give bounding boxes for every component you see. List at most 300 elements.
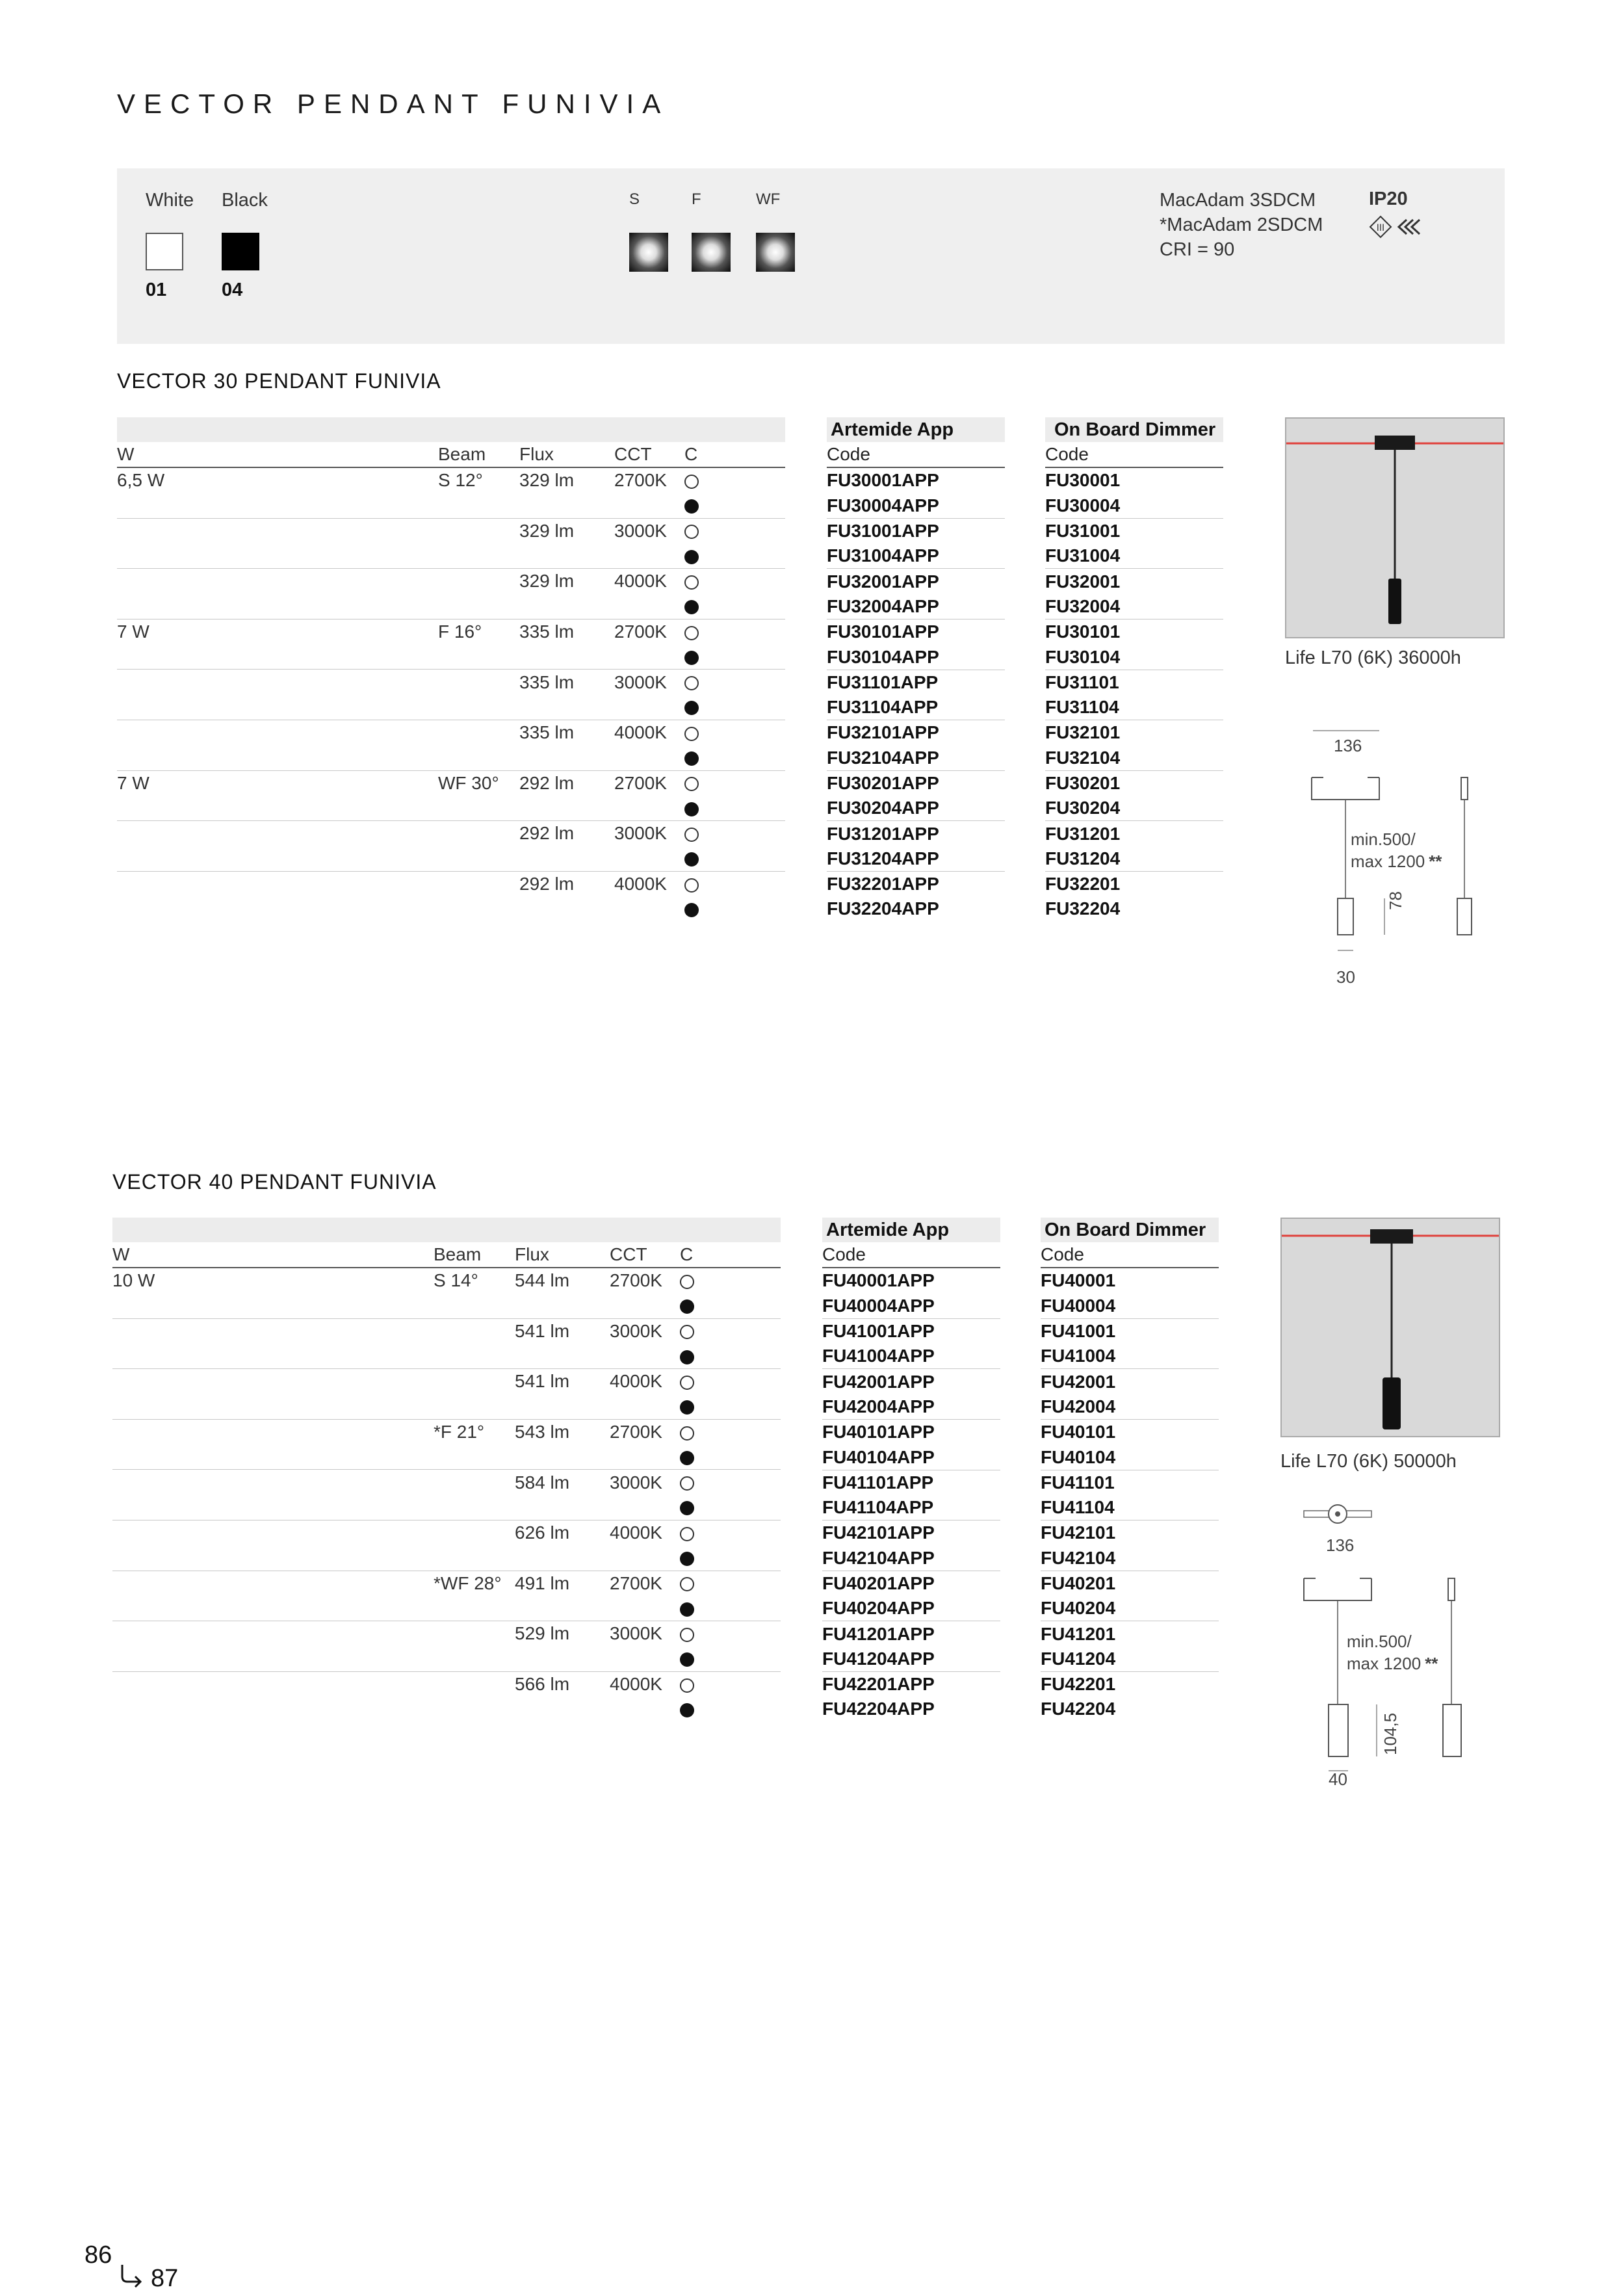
cell-flux: 292 lm — [519, 823, 575, 844]
app-code: FU42004APP — [822, 1394, 1000, 1420]
cell-w: 10 W — [112, 1270, 155, 1291]
spec-row — [117, 594, 785, 619]
cell-beam — [434, 1318, 515, 1344]
app-code: FU41001APP — [822, 1321, 935, 1342]
white-finish-dot-icon — [680, 1275, 694, 1289]
dimmer-code: FU30004 — [1045, 493, 1223, 519]
cell-flux — [519, 493, 614, 518]
cell-c — [680, 1596, 781, 1621]
app-code: FU30101APP — [827, 621, 939, 642]
next-page-arrow-icon[interactable] — [118, 2263, 144, 2289]
app-code: FU40004APP — [822, 1294, 1000, 1319]
code-row — [827, 872, 1005, 897]
spec-table-vector-40 — [112, 1242, 781, 1721]
col-header-w: W — [117, 442, 438, 467]
dimmable-icon — [1399, 220, 1420, 234]
dimmer-code: FU32204 — [1045, 898, 1121, 919]
cell-c — [684, 821, 785, 846]
dimmer-code: FU42201 — [1041, 1674, 1116, 1695]
cell-beam — [438, 896, 519, 921]
cell-beam: WF 30° — [438, 772, 499, 793]
cell-w — [117, 644, 438, 670]
code-row — [1041, 1420, 1219, 1445]
cell-c — [680, 1470, 781, 1495]
spec-row — [117, 644, 785, 670]
cell-c — [684, 720, 785, 745]
app-code: FU32104APP — [827, 746, 1005, 771]
code-row — [822, 1344, 1000, 1369]
cell-w — [117, 543, 438, 569]
cell-w — [112, 1369, 434, 1394]
code-row — [822, 1470, 1000, 1495]
code-row — [827, 746, 1005, 771]
code-row — [1045, 620, 1223, 645]
cell-c — [684, 467, 785, 493]
cell-c — [680, 1318, 781, 1344]
col-header-flux: Flux — [519, 442, 614, 467]
code-row — [827, 620, 1005, 645]
dim-width-vector-30: 136 — [1334, 736, 1362, 755]
cell-cct: 4000K — [614, 571, 667, 592]
cell-c — [680, 1520, 781, 1545]
cell-cct — [610, 1444, 680, 1470]
cell-beam — [438, 695, 519, 720]
cell-c — [684, 670, 785, 695]
cell-cct: 2700K — [610, 1421, 662, 1442]
cell-c — [684, 569, 785, 594]
dimmer-code: FU41104 — [1041, 1495, 1219, 1520]
cell-cct: 3000K — [614, 823, 667, 844]
code-row — [827, 695, 1005, 720]
cell-cct — [610, 1394, 680, 1419]
code-row — [1045, 821, 1223, 846]
app-code: FU41104APP — [822, 1495, 1000, 1520]
dimmer-code: FU32104 — [1045, 746, 1223, 771]
code-row — [1045, 493, 1223, 519]
cell-flux — [515, 1545, 610, 1571]
cell-w — [117, 518, 438, 543]
cell-beam — [434, 1293, 515, 1318]
code-row — [827, 467, 1005, 493]
spec-cri: CRI = 90 — [1160, 239, 1235, 260]
black-finish-dot-icon — [680, 1400, 694, 1415]
cell-w — [117, 594, 438, 619]
cell-w — [117, 896, 438, 921]
spec-row — [117, 770, 785, 796]
finish-code-black: 04 — [222, 280, 243, 300]
cell-flux — [515, 1394, 610, 1419]
code-row — [822, 1596, 1000, 1621]
cell-c — [680, 1394, 781, 1419]
cell-c — [684, 745, 785, 770]
finish-label-black: Black — [222, 190, 268, 211]
app-code: FU31101APP — [827, 672, 939, 692]
cell-beam: F 16° — [438, 621, 482, 642]
dim-diameter-vector-40: 40 — [1329, 1769, 1347, 1789]
cell-beam — [434, 1596, 515, 1621]
beam-icon-flood — [692, 233, 731, 272]
cell-w: 7 W — [117, 621, 149, 642]
cell-beam — [438, 720, 519, 745]
beam-icon-wide-flood — [756, 233, 795, 272]
col-header-c: C — [684, 442, 785, 467]
app-code: FU32204APP — [827, 898, 939, 919]
cell-w — [117, 695, 438, 720]
spec-row — [112, 1394, 781, 1419]
spec-row — [117, 518, 785, 543]
cell-beam — [438, 821, 519, 846]
code-row — [822, 1444, 1000, 1470]
app-code: FU31201APP — [827, 823, 939, 844]
spec-row — [112, 1344, 781, 1369]
cell-beam — [434, 1394, 515, 1419]
cell-flux: 335 lm — [519, 722, 575, 743]
dimmer-code: FU42001 — [1041, 1371, 1116, 1392]
app-code: FU30201APP — [827, 773, 939, 793]
cell-c — [684, 619, 785, 644]
cell-flux: 491 lm — [515, 1572, 570, 1593]
code-row — [1041, 1546, 1219, 1571]
page-title: VECTOR PENDANT FUNIVIA — [117, 88, 669, 119]
col-header-cct: CCT — [610, 1242, 680, 1268]
cell-cct — [610, 1545, 680, 1571]
code-row — [1041, 1394, 1219, 1420]
beam-label-s: S — [629, 190, 640, 208]
code-row — [1041, 1268, 1219, 1293]
spec-row — [112, 1571, 781, 1596]
header-artemide-app: Artemide App — [822, 1218, 1000, 1242]
white-finish-dot-icon — [684, 475, 699, 489]
code-row — [822, 1420, 1000, 1445]
code-row — [827, 770, 1005, 796]
header-on-board-dimmer: On Board Dimmer — [1045, 417, 1223, 442]
section-title-vector-40: VECTOR 40 PENDANT FUNIVIA — [112, 1170, 437, 1194]
cell-w — [112, 1344, 434, 1369]
cell-c — [680, 1369, 781, 1394]
cell-flux: 626 lm — [515, 1522, 570, 1543]
cell-beam — [438, 871, 519, 896]
dim-diameter-vector-30: 30 — [1336, 967, 1355, 987]
cell-flux — [519, 896, 614, 921]
spec-row — [112, 1697, 781, 1721]
app-code: FU42001APP — [822, 1371, 935, 1392]
finish-code-white: 01 — [146, 280, 167, 300]
cell-w: 7 W — [117, 772, 149, 793]
spec-table-header-bar — [112, 1218, 781, 1242]
dimmer-code: FU31004 — [1045, 543, 1223, 569]
black-finish-dot-icon — [684, 751, 699, 766]
code-row — [827, 569, 1005, 594]
page-number: 86 — [84, 2241, 112, 2269]
code-row — [1041, 1294, 1219, 1319]
black-finish-dot-icon — [680, 1350, 694, 1364]
cell-cct — [614, 896, 684, 921]
black-finish-dot-icon — [680, 1602, 694, 1617]
cell-cct — [614, 543, 684, 569]
cell-c — [680, 1545, 781, 1571]
code-row — [827, 846, 1005, 872]
cell-w — [112, 1495, 434, 1520]
black-finish-dot-icon — [680, 1703, 694, 1717]
black-finish-dot-icon — [680, 1552, 694, 1566]
dimmer-code: FU41204 — [1041, 1647, 1219, 1672]
beam-label-wf: WF — [756, 190, 781, 208]
cell-c — [680, 1671, 781, 1697]
dimmer-code: FU42204 — [1041, 1699, 1116, 1719]
dimmer-code: FU40104 — [1041, 1444, 1219, 1470]
cell-flux: 541 lm — [515, 1320, 570, 1341]
cell-beam — [438, 745, 519, 770]
cell-beam: S 14° — [434, 1270, 478, 1291]
code-row — [1041, 1571, 1219, 1596]
cell-w — [112, 1394, 434, 1419]
code-row — [822, 1294, 1000, 1319]
col-header-c: C — [680, 1242, 781, 1268]
code-row — [1045, 720, 1223, 746]
cell-c — [680, 1697, 781, 1721]
finish-label-white: White — [146, 190, 194, 211]
dimmer-code: FU40004 — [1041, 1294, 1219, 1319]
white-finish-dot-icon — [680, 1325, 694, 1339]
cell-flux — [519, 695, 614, 720]
code-row — [1045, 872, 1223, 897]
cell-w — [117, 569, 438, 594]
cell-cct — [614, 745, 684, 770]
cell-flux: 335 lm — [519, 672, 575, 692]
cell-beam — [434, 1344, 515, 1369]
cell-c — [684, 896, 785, 921]
code-row — [1045, 896, 1223, 921]
col-header-beam: Beam — [434, 1242, 515, 1268]
dimmer-code: FU40201 — [1041, 1573, 1116, 1593]
white-finish-dot-icon — [680, 1678, 694, 1693]
cell-w — [117, 720, 438, 745]
code-row — [1041, 1647, 1219, 1672]
cell-flux: 329 lm — [519, 470, 575, 491]
spec-row — [112, 1596, 781, 1621]
spec-row — [117, 821, 785, 846]
cell-beam — [438, 796, 519, 821]
dimmer-code: FU41001 — [1041, 1321, 1116, 1342]
code-row — [827, 594, 1005, 620]
cell-w — [112, 1520, 434, 1545]
cell-beam — [438, 670, 519, 695]
app-code: FU41101APP — [822, 1472, 934, 1493]
cell-beam — [438, 594, 519, 619]
cell-beam — [434, 1470, 515, 1495]
beam-label-f: F — [692, 190, 701, 208]
code-row — [827, 821, 1005, 846]
next-page-number[interactable]: 87 — [151, 2265, 179, 2292]
cell-c — [680, 1344, 781, 1369]
white-finish-dot-icon — [684, 727, 699, 741]
dimmer-code: FU41201 — [1041, 1623, 1116, 1644]
col-header-flux: Flux — [515, 1242, 610, 1268]
cell-beam — [434, 1697, 515, 1721]
dimmer-code: FU42101 — [1041, 1522, 1116, 1543]
spec-row — [117, 796, 785, 821]
cell-beam — [434, 1671, 515, 1697]
dimmer-code: FU42004 — [1041, 1394, 1219, 1420]
code-row — [1041, 1444, 1219, 1470]
cell-c — [684, 493, 785, 518]
code-row — [827, 720, 1005, 746]
code-row — [1045, 518, 1223, 543]
black-finish-dot-icon — [680, 1451, 694, 1465]
code-row — [1041, 1344, 1219, 1369]
white-finish-dot-icon — [684, 525, 699, 539]
spec-row — [117, 846, 785, 871]
spec-table-header-bar — [117, 417, 785, 442]
white-finish-dot-icon — [680, 1577, 694, 1591]
cell-flux: 544 lm — [515, 1270, 570, 1291]
dimmer-code: FU42104 — [1041, 1546, 1219, 1571]
cell-w — [117, 846, 438, 871]
cell-flux: 329 lm — [519, 520, 575, 541]
code-row — [1041, 1520, 1219, 1546]
spec-row — [117, 467, 785, 493]
app-code: FU32201APP — [827, 874, 939, 894]
app-code: FU31001APP — [827, 521, 939, 541]
app-code: FU30104APP — [827, 644, 1005, 670]
black-finish-dot-icon — [684, 651, 699, 665]
app-code: FU40204APP — [822, 1596, 1000, 1621]
cell-flux — [515, 1444, 610, 1470]
col-header-code: Code — [822, 1242, 1000, 1268]
col-header-code: Code — [1041, 1242, 1219, 1268]
cell-flux — [515, 1596, 610, 1621]
code-row — [822, 1647, 1000, 1672]
code-row — [822, 1495, 1000, 1520]
cell-flux — [519, 543, 614, 569]
cell-beam — [434, 1621, 515, 1647]
code-row — [1045, 770, 1223, 796]
cell-c — [680, 1268, 781, 1293]
cell-c — [680, 1293, 781, 1318]
dimmer-code: FU40204 — [1041, 1596, 1219, 1621]
spec-row — [117, 619, 785, 644]
dimmer-code: FU30104 — [1045, 644, 1223, 670]
white-finish-dot-icon — [680, 1376, 694, 1390]
cell-c — [680, 1571, 781, 1596]
svg-text:III: III — [1376, 223, 1385, 233]
cell-w — [112, 1545, 434, 1571]
code-row — [822, 1369, 1000, 1394]
cell-flux: 566 lm — [515, 1673, 570, 1694]
cell-cct — [610, 1596, 680, 1621]
white-finish-dot-icon — [684, 575, 699, 590]
black-finish-dot-icon — [684, 852, 699, 867]
code-row — [827, 796, 1005, 821]
code-row — [822, 1672, 1000, 1697]
class-iii-icon — [1369, 215, 1427, 241]
dimmer-code: FU30001 — [1045, 470, 1121, 491]
cell-flux — [515, 1646, 610, 1671]
dim-height-vector-40: 104,5 — [1381, 1712, 1400, 1755]
cell-cct — [610, 1293, 680, 1318]
black-finish-dot-icon — [684, 802, 699, 816]
spec-row — [112, 1520, 781, 1545]
life-rating-vector-40: Life L70 (6K) 50000h — [1280, 1451, 1457, 1472]
app-code: FU42201APP — [822, 1674, 935, 1695]
dim-cable-max-vector-40: max 1200 ** — [1347, 1654, 1438, 1673]
dimmer-code: FU30201 — [1045, 773, 1121, 793]
spec-row — [117, 493, 785, 518]
cell-beam: *WF 28° — [434, 1572, 502, 1593]
code-row — [1045, 644, 1223, 670]
cell-flux: 529 lm — [515, 1623, 570, 1644]
cell-beam — [434, 1646, 515, 1671]
cell-w — [112, 1646, 434, 1671]
code-row — [827, 670, 1005, 695]
code-row — [827, 493, 1005, 519]
spec-row — [117, 720, 785, 745]
white-finish-dot-icon — [680, 1628, 694, 1642]
cell-cct — [614, 493, 684, 518]
cell-flux: 543 lm — [515, 1421, 570, 1442]
dim-cable-min-vector-40: min.500/ — [1347, 1632, 1412, 1651]
cell-cct: 3000K — [614, 672, 667, 692]
app-code: FU30001APP — [827, 470, 939, 491]
spec-row — [117, 543, 785, 569]
code-row — [1041, 1495, 1219, 1520]
cell-flux — [519, 846, 614, 871]
white-finish-dot-icon — [680, 1476, 694, 1491]
cell-flux — [519, 594, 614, 619]
cell-beam: *F 21° — [434, 1421, 485, 1442]
code-row — [827, 896, 1005, 921]
code-row — [1045, 746, 1223, 771]
code-row — [822, 1571, 1000, 1596]
cell-flux — [515, 1293, 610, 1318]
spec-macadam-alt: *MacAdam 2SDCM — [1160, 215, 1323, 235]
finish-swatch-black — [222, 233, 259, 270]
cell-beam — [438, 644, 519, 670]
code-row — [1041, 1697, 1219, 1721]
code-row — [1045, 695, 1223, 720]
cell-cct — [614, 846, 684, 871]
code-row — [1045, 846, 1223, 872]
cell-cct: 4000K — [610, 1371, 662, 1392]
spec-row — [117, 871, 785, 896]
code-row — [1041, 1596, 1219, 1621]
spec-row — [117, 745, 785, 770]
app-code: FU40001APP — [822, 1270, 935, 1291]
app-code: FU41201APP — [822, 1623, 935, 1644]
cell-c — [684, 644, 785, 670]
dimmer-code: FU41004 — [1041, 1344, 1219, 1369]
white-finish-dot-icon — [684, 828, 699, 842]
spec-row — [117, 670, 785, 695]
spec-row — [112, 1495, 781, 1520]
cell-cct — [614, 594, 684, 619]
beam-icon-spot — [629, 233, 668, 272]
cell-c — [680, 1646, 781, 1671]
code-row — [827, 543, 1005, 569]
code-row — [1041, 1621, 1219, 1647]
cell-cct: 4000K — [610, 1673, 662, 1694]
white-finish-dot-icon — [680, 1426, 694, 1441]
cell-beam — [438, 493, 519, 518]
black-finish-dot-icon — [684, 600, 699, 614]
pendant-illustration — [1286, 419, 1503, 637]
cell-c — [684, 543, 785, 569]
cell-cct: 2700K — [614, 772, 667, 793]
app-code: FU30204APP — [827, 796, 1005, 821]
cell-beam — [434, 1369, 515, 1394]
spec-row — [112, 1646, 781, 1671]
life-rating-vector-30: Life L70 (6K) 36000h — [1285, 647, 1461, 668]
